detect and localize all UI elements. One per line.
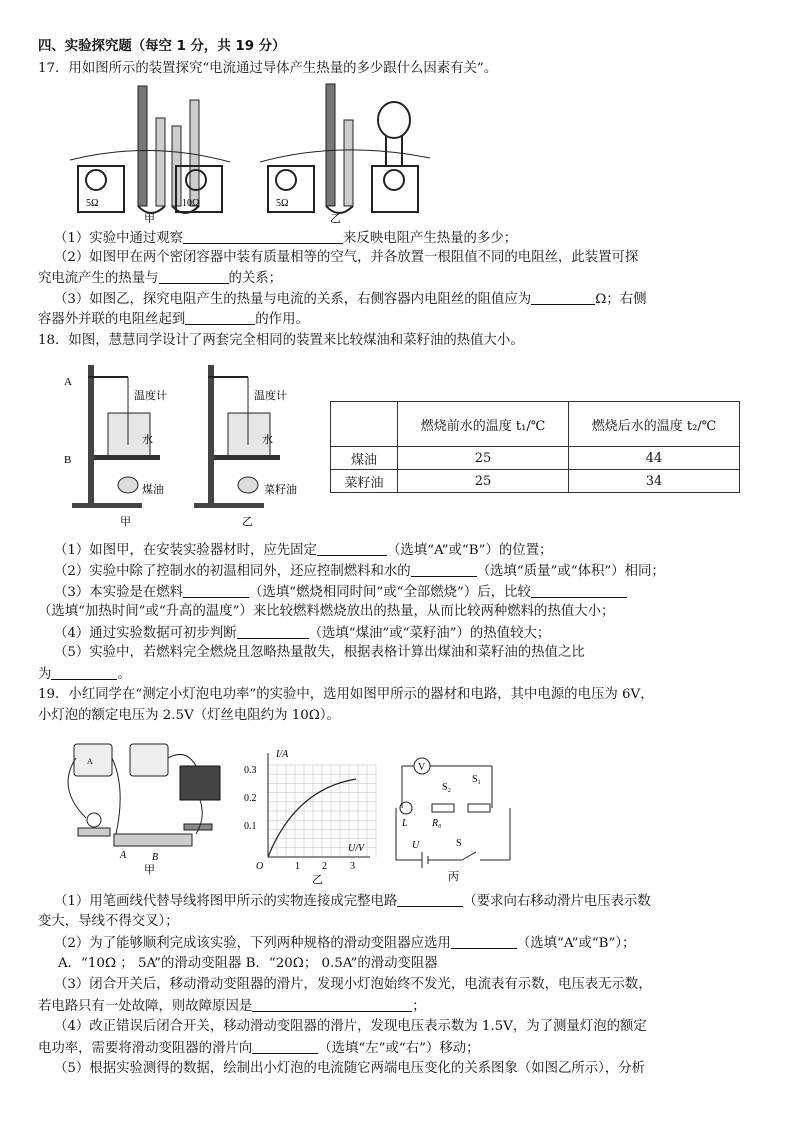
q18-label-A: A xyxy=(64,376,72,388)
header-cell: 燃烧后水的温度 t₂/℃ xyxy=(569,402,740,447)
lamp-label: L xyxy=(402,818,408,829)
q19-l4a: （4）改正错误后闭合开关，移动滑动变阻器的滑片，发现电压表示数为 1.5V，为了测量灯泡的额定 xyxy=(54,1019,647,1034)
header-cell: 燃烧前水的温度 t₁/℃ xyxy=(398,402,569,447)
answer-blank[interactable] xyxy=(252,997,412,1012)
section-title: 四、实验探究题（每空 1 分，共 19 分） xyxy=(38,39,286,54)
q18-label-a: 甲 xyxy=(120,516,131,528)
source-label: U xyxy=(412,840,420,851)
q17-label-b: 乙 xyxy=(330,213,341,225)
answer-blank[interactable] xyxy=(183,229,343,244)
q17-l3c: 容器外并联的电阻丝起到 的作用。 xyxy=(38,312,309,327)
switch-label: S xyxy=(456,838,462,849)
table-cell: 34 xyxy=(569,470,740,493)
q18-l1: （1）如图甲，在安装实验器材时，应先固定 （选填“A”或“B”）的位置； xyxy=(54,543,553,558)
y-tick: 0.2 xyxy=(244,793,257,804)
q17-label-a: 甲 xyxy=(144,213,155,225)
y-axis-label: I/A xyxy=(276,749,289,760)
q19-circuit xyxy=(392,748,522,883)
q19-label-a: 甲 xyxy=(144,864,155,876)
q19-l5a: （5）根据实验测得的数据，绘制出小灯泡的电流随它两端电压变化的关系图象（如图乙所示），分析 xyxy=(54,1061,646,1076)
answer-blank[interactable] xyxy=(183,583,249,598)
q19-l3a: （3）闭合开关后，移动滑动变阻器的滑片，发现小灯泡始终不发光，电流表有示数，电压表无示数， xyxy=(54,977,652,992)
x-axis-label: U/V xyxy=(348,843,365,854)
answer-blank[interactable] xyxy=(317,541,387,556)
answer-blank[interactable] xyxy=(51,665,117,680)
answer-blank[interactable] xyxy=(531,290,595,305)
q18-label-b: 乙 xyxy=(242,516,253,528)
s1-label: S₁ xyxy=(472,774,482,785)
table-cell: 煤油 xyxy=(331,447,398,470)
table-cell: 25 xyxy=(398,470,569,493)
q18-stem: 18．如图，慧慧同学设计了两套完全相同的装置来比较煤油和菜籽油的热值大小。 xyxy=(38,333,524,348)
q19-l2c: A．“10Ω ； 5A”的滑动变阻器 B．“20Ω； 0.5A”的滑动变阻器 xyxy=(58,956,438,971)
table-cell: 44 xyxy=(569,447,740,470)
header-cell xyxy=(331,402,398,447)
x-tick: 3 xyxy=(350,861,355,872)
q19-stem1: 19．小红同学在“测定小灯泡电功率”的实验中，选用如图甲所示的器材和电路，其中电源的电压为 6V， xyxy=(38,687,654,702)
q18-l3c: （选填“加热时间”或“升高的温度”）来比较燃料燃烧放出的热量，从而比较两种燃料的热值大小； xyxy=(38,604,615,619)
q18-l4: （4）通过实验数据可初步判断 （选填“煤油”或“菜籽油”）的热值较大； xyxy=(54,626,551,641)
q18-water1: 水 xyxy=(142,434,153,446)
answer-blank[interactable] xyxy=(185,310,255,325)
table-cell: 25 xyxy=(398,447,569,470)
answer-blank[interactable] xyxy=(411,562,477,577)
q19-stem2: 小灯泡的额定电压为 2.5V（灯丝电阻约为 10Ω）。 xyxy=(38,708,340,723)
q18-thermo2: 温度计 xyxy=(254,390,287,402)
x-tick: 2 xyxy=(322,861,327,872)
q18-thermo1: 温度计 xyxy=(134,390,167,402)
table-header-row xyxy=(331,402,740,447)
q18-l5b: 为 。 xyxy=(38,667,131,682)
q17-stem: 17．用如图所示的装置探究“电流通过导体产生热量的多少跟什么因素有关”。 xyxy=(38,61,498,76)
table-row xyxy=(331,470,740,493)
iu-curve xyxy=(268,779,356,857)
q17-figure xyxy=(60,80,490,230)
q19-l3b: 若电路只有一处故障，则故障原因是 ； xyxy=(38,999,426,1014)
table-cell: 菜籽油 xyxy=(331,470,398,493)
q19-l1: （1）用笔画线代替导线将图甲所示的实物连接成完整电路 （要求向右移动滑片电压表示数 xyxy=(54,894,651,909)
voltmeter-label: V xyxy=(418,762,426,773)
answer-blank[interactable] xyxy=(531,583,627,598)
q18-table xyxy=(330,401,740,493)
r0-label: R₀ xyxy=(432,818,442,829)
q18-l2: （2）实验中除了控制水的初温相同外，还应控制燃料和水的 （选填“质量”或“体积”）相同； xyxy=(54,564,665,579)
q18-fuel1: 煤油 xyxy=(142,484,164,496)
q18-water2: 水 xyxy=(262,434,273,446)
meter-a-label: A xyxy=(87,757,93,766)
q18-fuel2: 菜籽油 xyxy=(264,484,297,496)
q19-label-b: 乙 xyxy=(312,874,323,886)
slider-A: A xyxy=(120,850,127,861)
q18-label-B: B xyxy=(64,454,72,466)
q17-r2: 10Ω xyxy=(182,198,200,209)
answer-blank[interactable] xyxy=(159,269,229,284)
q17-l2b: 究电流产生的热量与 的关系； xyxy=(38,271,283,286)
answer-blank[interactable] xyxy=(451,934,517,949)
q17-r3: 5Ω xyxy=(276,198,289,209)
q18-l3: （3）本实验是在燃料 （选填“燃烧相同时间”或“全部燃烧”）后，比较 xyxy=(54,583,766,602)
q17-r1: 5Ω xyxy=(86,198,99,209)
s2-label: S₂ xyxy=(442,782,452,793)
q17-l1: （1）实验中通过观察 来反映电阻产生热量的多少； xyxy=(54,231,518,246)
y-tick: 0.1 xyxy=(244,821,257,832)
y-tick: 0.3 xyxy=(244,765,257,776)
answer-blank[interactable] xyxy=(397,892,463,907)
q19-iu-graph xyxy=(240,745,390,886)
q17-l3: （3）如图乙，探究电阻产生的热量与电流的关系，右侧容器内电阻丝的阻值应为 Ω；右侧 xyxy=(54,292,647,307)
q17-l2a: （2）如图甲在两个密闭容器中装有质量相等的空气，并各放置一根阻值不同的电阻丝，此装置可探 xyxy=(54,250,639,265)
q19-l4b: 电功率，需要将滑动变阻器的滑片向 （选填“左”或“右”）移动； xyxy=(38,1041,480,1056)
q18-l5a: （5）实验中，若燃料完全燃烧且忽略热量散失，根据表格计算出煤油和菜籽油的热值之比 xyxy=(54,645,585,660)
x-tick: 1 xyxy=(295,861,300,872)
q19-l1c: 变大，导线不得交叉）； xyxy=(38,914,179,929)
answer-blank[interactable] xyxy=(252,1039,318,1054)
slider-B: B xyxy=(152,852,159,863)
q18-figure xyxy=(60,365,320,530)
answer-blank[interactable] xyxy=(237,624,309,639)
table-row xyxy=(331,447,740,470)
q19-l2: （2）为了能够顺利完成该实验，下列两种规格的滑动变阻器应选用 （选填“A”或“B”）； xyxy=(54,936,636,951)
q19-label-c: 丙 xyxy=(448,871,459,883)
q19-apparatus xyxy=(56,728,236,876)
origin-label: O xyxy=(256,861,264,872)
